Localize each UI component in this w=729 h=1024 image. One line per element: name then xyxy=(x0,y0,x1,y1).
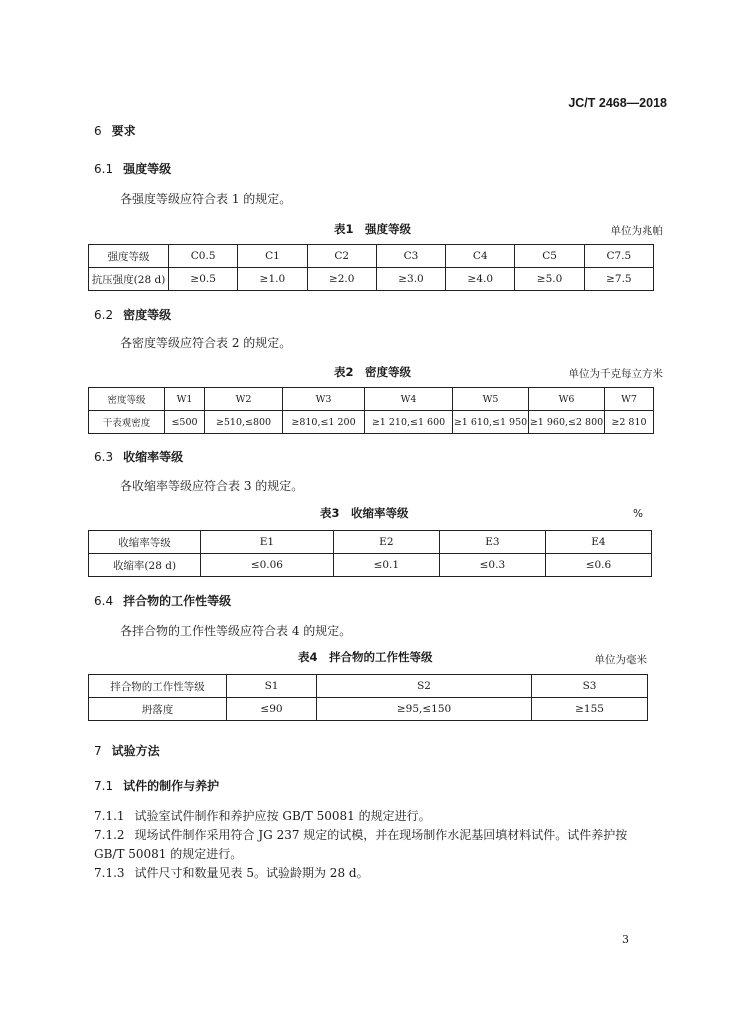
table-1-caption: 表1 强度等级 xyxy=(334,222,412,236)
table-cell: W1 xyxy=(165,388,205,411)
section-number: 6.3 xyxy=(94,450,114,464)
table-cell: W5 xyxy=(453,388,529,411)
section-number: 7 xyxy=(94,744,102,758)
section-6-2-text: 各密度等级应符合表 2 的规定。 xyxy=(120,336,292,350)
standard-number: JC/T 2468—2018 xyxy=(568,96,667,110)
table-cell: ≥1 960,≤2 800 xyxy=(529,411,605,434)
clause-number: 7.1.2 xyxy=(94,828,125,842)
section-number: 6.4 xyxy=(94,594,114,608)
table-cell: E4 xyxy=(545,531,651,554)
page-number: 3 xyxy=(622,933,629,946)
table-row xyxy=(89,411,654,434)
table-cell: E1 xyxy=(201,531,334,554)
clause-7-1-3 xyxy=(94,864,369,881)
table-header-row xyxy=(89,675,648,698)
table-cell: ≥0.5 xyxy=(169,268,238,291)
table-3 xyxy=(88,530,652,577)
section-6-heading xyxy=(94,122,136,139)
table-cell: ≥4.0 xyxy=(446,268,515,291)
section-6-1-text: 各强度等级应符合表 1 的规定。 xyxy=(120,192,292,206)
table-cell: S1 xyxy=(227,675,317,698)
table-cell: 密度等级 xyxy=(89,388,165,411)
table-cell: ≤0.3 xyxy=(439,554,545,577)
clause-7-1-1 xyxy=(94,807,431,824)
table-cell: C4 xyxy=(446,245,515,268)
table-cell: ≤90 xyxy=(227,698,317,721)
section-title: 收缩率等级 xyxy=(123,450,184,464)
table-cell: ≥2 810 xyxy=(605,411,654,434)
table-cell: ≥7.5 xyxy=(584,268,653,291)
section-6-3-heading xyxy=(94,448,183,465)
table-cell: ≥5.0 xyxy=(515,268,584,291)
table-cell: C1 xyxy=(238,245,307,268)
table-cell: C3 xyxy=(376,245,445,268)
section-number: 6.2 xyxy=(94,308,114,322)
section-title: 试件的制作与养护 xyxy=(123,779,220,793)
section-6-2-heading xyxy=(94,306,171,323)
table-4 xyxy=(88,674,648,721)
table-cell: 收缩率等级 xyxy=(89,531,201,554)
section-7-1-heading xyxy=(94,777,219,794)
table-header-row xyxy=(89,388,654,411)
table-cell: ≥1 210,≤1 600 xyxy=(365,411,453,434)
table-cell: ≥95,≤150 xyxy=(317,698,532,721)
section-title: 密度等级 xyxy=(123,308,172,322)
table-cell: ≤500 xyxy=(165,411,205,434)
table-cell: W4 xyxy=(365,388,453,411)
table-cell: 坍落度 xyxy=(89,698,227,721)
table-cell: 强度等级 xyxy=(89,245,169,268)
table-cell: C0.5 xyxy=(169,245,238,268)
table-cell: 干表观密度 xyxy=(89,411,165,434)
table-header-row xyxy=(89,531,652,554)
table-cell: ≤0.6 xyxy=(545,554,651,577)
section-title: 强度等级 xyxy=(123,162,172,176)
clause-7-1-2-continuation: GB/T 50081 的规定进行。 xyxy=(94,847,243,861)
table-2 xyxy=(88,387,654,434)
section-title: 要求 xyxy=(111,124,136,138)
table-cell: ≥3.0 xyxy=(376,268,445,291)
section-title: 拌合物的工作性等级 xyxy=(123,594,232,608)
table-cell: ≥810,≤1 200 xyxy=(283,411,365,434)
table-row xyxy=(89,268,654,291)
table-cell: E2 xyxy=(333,531,439,554)
table-1-unit: 单位为兆帕 xyxy=(610,225,663,237)
table-cell: W3 xyxy=(283,388,365,411)
table-cell: 抗压强度(28 d) xyxy=(89,268,169,291)
table-cell: W2 xyxy=(205,388,283,411)
section-number: 6.1 xyxy=(94,162,114,176)
table-cell: ≥155 xyxy=(532,698,648,721)
table-cell: S2 xyxy=(317,675,532,698)
table-cell: C2 xyxy=(307,245,376,268)
table-3-unit: % xyxy=(633,508,643,520)
table-1 xyxy=(88,244,654,291)
clause-text: 现场试件制作采用符合 JG 237 规定的试模，并在现场制作水泥基回填材料试件。试件养护按 xyxy=(134,828,628,842)
table-cell: ≤0.06 xyxy=(201,554,334,577)
section-6-3-text: 各收缩率等级应符合表 3 的规定。 xyxy=(120,479,304,493)
table-cell: ≤0.1 xyxy=(333,554,439,577)
clause-text: 试件尺寸和数量见表 5。试验龄期为 28 d。 xyxy=(134,866,369,880)
table-cell: 收缩率(28 d) xyxy=(89,554,201,577)
table-row xyxy=(89,554,652,577)
table-cell: S3 xyxy=(532,675,648,698)
table-cell: W7 xyxy=(605,388,654,411)
table-2-caption: 表2 密度等级 xyxy=(334,365,412,379)
section-6-4-text: 各拌合物的工作性等级应符合表 4 的规定。 xyxy=(120,624,352,638)
table-4-unit: 单位为毫米 xyxy=(594,654,647,666)
table-row xyxy=(89,698,648,721)
section-number: 7.1 xyxy=(94,779,114,793)
clause-7-1-2 xyxy=(94,826,627,843)
section-6-1-heading xyxy=(94,160,171,177)
section-7-heading xyxy=(94,742,160,759)
table-cell: C7.5 xyxy=(584,245,653,268)
section-title: 试验方法 xyxy=(111,744,160,758)
table-4-caption: 表4 拌合物的工作性等级 xyxy=(298,650,433,664)
clause-number: 7.1.3 xyxy=(94,866,125,880)
table-cell: ≥1.0 xyxy=(238,268,307,291)
table-cell: ≥1 610,≤1 950 xyxy=(453,411,529,434)
table-cell: E3 xyxy=(439,531,545,554)
table-3-caption: 表3 收缩率等级 xyxy=(320,506,409,520)
section-number: 6 xyxy=(94,124,102,138)
section-6-4-heading xyxy=(94,592,231,609)
table-cell: C5 xyxy=(515,245,584,268)
clause-number: 7.1.1 xyxy=(94,809,125,823)
table-2-unit: 单位为千克每立方米 xyxy=(568,368,663,380)
table-header-row xyxy=(89,245,654,268)
clause-text: 试验室试件制作和养护应按 GB/T 50081 的规定进行。 xyxy=(134,809,431,823)
table-cell: ≥510,≤800 xyxy=(205,411,283,434)
table-cell: ≥2.0 xyxy=(307,268,376,291)
table-cell: W6 xyxy=(529,388,605,411)
table-cell: 拌合物的工作性等级 xyxy=(89,675,227,698)
